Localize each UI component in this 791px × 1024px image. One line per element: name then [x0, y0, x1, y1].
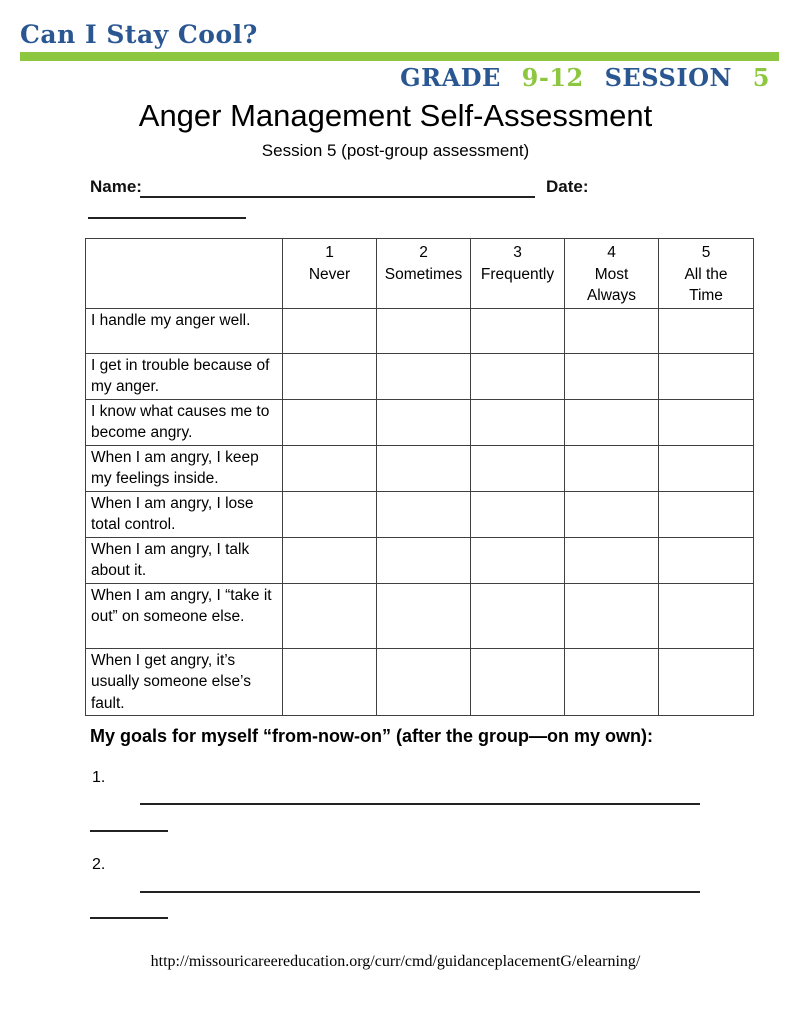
rating-cell — [377, 445, 471, 491]
rating-cell — [377, 648, 471, 716]
grade-value: 9-12 — [521, 63, 584, 92]
page-title: Anger Management Self-Assessment — [138, 98, 653, 133]
table-row — [86, 399, 754, 445]
rating-cell — [283, 583, 377, 648]
rating-cell — [565, 491, 659, 537]
column-label: Most Always — [586, 265, 637, 304]
rating-cell — [471, 399, 565, 445]
rating-cell — [283, 648, 377, 716]
column-number: 1 — [325, 244, 334, 261]
rating-cell — [377, 308, 471, 353]
column-header-sometimes — [377, 239, 471, 309]
column-label: All the Time — [684, 265, 728, 304]
statement-cell: When I am angry, I lose total control. — [86, 491, 283, 537]
statement-cell: When I am angry, I talk about it. — [86, 537, 283, 583]
column-number: 5 — [701, 244, 711, 261]
table-row — [86, 491, 754, 537]
column-header-all-the-time — [659, 239, 754, 309]
goal-2-blank-line — [140, 873, 700, 893]
column-number: 4 — [607, 244, 616, 261]
footer-url: http://missouricareereducation.org/curr/cmd/guidanceplacementG/elearning/ — [150, 953, 641, 970]
header-divider-bar — [20, 52, 779, 61]
rating-cell — [471, 308, 565, 353]
rating-cell — [471, 648, 565, 716]
rating-cell — [377, 491, 471, 537]
rating-cell — [471, 491, 565, 537]
rating-cell — [283, 308, 377, 353]
rating-cell — [659, 399, 754, 445]
rating-cell — [377, 353, 471, 399]
rating-cell — [283, 491, 377, 537]
statement-cell: I know what causes me to become angry. — [86, 399, 283, 445]
rating-cell — [283, 353, 377, 399]
page-subtitle: Session 5 (post-group assessment) — [261, 141, 530, 160]
column-label: Frequently — [480, 265, 555, 283]
table-row — [86, 537, 754, 583]
rating-cell — [565, 583, 659, 648]
rating-cell — [283, 445, 377, 491]
rating-cell — [659, 491, 754, 537]
rating-cell — [565, 399, 659, 445]
rating-cell — [471, 537, 565, 583]
rating-cell — [283, 537, 377, 583]
rating-cell — [565, 648, 659, 716]
table-row — [86, 308, 754, 353]
column-number: 3 — [513, 244, 522, 261]
goal-1-blank-line-continued — [90, 812, 168, 832]
column-header-most-always — [565, 239, 659, 309]
table-row — [86, 445, 754, 491]
date-blank-line — [88, 198, 246, 219]
statement-cell: When I am angry, I keep my feelings inside. — [86, 445, 283, 491]
brand-title: Can I Stay Cool? — [20, 20, 258, 49]
name-label: Name: — [90, 177, 142, 196]
rating-cell — [659, 353, 754, 399]
column-header-never — [283, 239, 377, 309]
rating-cell — [659, 445, 754, 491]
table-header-row — [86, 239, 754, 309]
date-label: Date: — [546, 177, 589, 196]
rating-cell — [377, 399, 471, 445]
rating-cell — [659, 583, 754, 648]
table-row — [86, 353, 754, 399]
statement-cell: When I get angry, it’s usually someone else’s fault. — [86, 648, 283, 716]
rating-cell — [283, 399, 377, 445]
goal-number-2: 2. — [92, 856, 106, 873]
statement-cell: I handle my anger well. — [86, 308, 283, 353]
goal-1-blank-line — [140, 785, 700, 805]
rating-cell — [565, 445, 659, 491]
rating-cell — [471, 445, 565, 491]
grade-label: GRADE — [400, 63, 501, 92]
rating-cell — [471, 583, 565, 648]
rating-cell — [565, 308, 659, 353]
table-row — [86, 583, 754, 648]
table-row — [86, 648, 754, 716]
session-value: 5 — [752, 63, 770, 92]
rating-cell — [377, 583, 471, 648]
rating-cell — [565, 353, 659, 399]
rating-cell — [659, 308, 754, 353]
grade-session-line — [250, 63, 770, 92]
rating-cell — [471, 353, 565, 399]
statement-cell: When I am angry, I “take it out” on someone else. — [86, 583, 283, 648]
column-header-frequently — [471, 239, 565, 309]
name-blank-line — [140, 177, 535, 198]
goal-2-blank-line-continued — [90, 899, 168, 919]
statement-header-cell — [86, 239, 283, 309]
statement-cell: I get in trouble because of my anger. — [86, 353, 283, 399]
assessment-table — [85, 238, 754, 716]
column-number: 2 — [419, 244, 428, 261]
session-label: SESSION — [604, 63, 732, 92]
goal-number-1: 1. — [92, 769, 106, 786]
column-label: Never — [308, 265, 351, 283]
column-label: Sometimes — [384, 265, 463, 283]
rating-cell — [565, 537, 659, 583]
rating-cell — [377, 537, 471, 583]
goals-heading: My goals for myself “from-now-on” (after the group—on my own): — [90, 726, 654, 746]
rating-cell — [659, 648, 754, 716]
rating-cell — [659, 537, 754, 583]
